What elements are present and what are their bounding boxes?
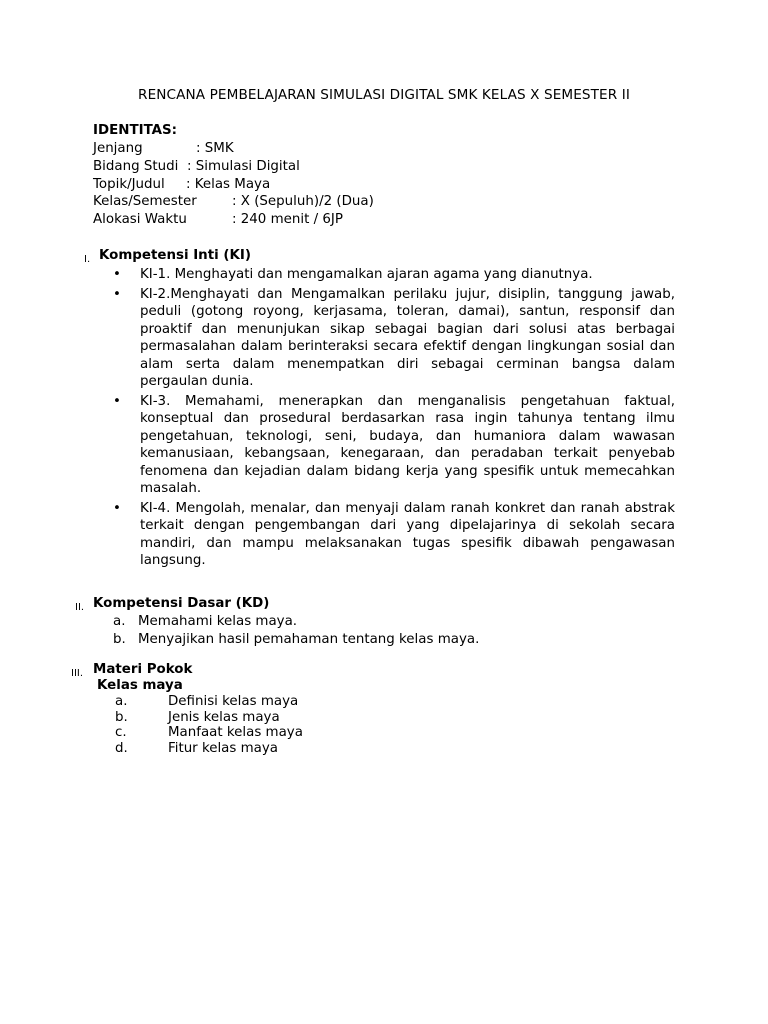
identitas-label: Kelas/Semester [93, 194, 197, 209]
section-number-kd: II. [75, 602, 85, 613]
materi-item-marker: b. [115, 709, 128, 725]
ki-item-text: KI-2.Menghayati dan Mengamalkan perilaku jujur, disiplin, tanggung jawab, peduli (gotong royong, kerjasama, toleran, damai), santun, responsif dan proaktif dan menunjukan sikap sebagai bagian dari solusi atas berbagai permasalahan dalam berinteraksi secara efektif dengan lingkungan sosial dan alam serta dalam menempatkan diri sebagai cerminan bangsa dalam pergaulan dunia. [140, 286, 675, 389]
identitas-value: : SMK [196, 141, 234, 156]
ki-item [113, 393, 675, 498]
ki-item-text: KI-1. Menghayati dan mengamalkan ajaran agama yang dianutnya. [140, 267, 593, 282]
kd-item-text: Memahami kelas maya. [138, 614, 298, 629]
section-title-materi: Materi Pokok [93, 662, 193, 677]
kd-item-text: Menyajikan hasil pemahaman tentang kelas maya. [138, 631, 480, 647]
identitas-value: : X (Sepuluh)/2 (Dua) [232, 194, 374, 209]
identitas-value: : Kelas Maya [186, 177, 271, 192]
materi-item-marker: d. [115, 740, 128, 756]
ki-item-text: KI-3. Memahami, menerapkan dan menganalisis pengetahuan faktual, konseptual dan prosedural berdasarkan rasa ingin tahunya tentang ilmu pengetahuan, teknologi, seni, budaya, dan humaniora dalam wawasan kemanusiaan, kebangsaan, kenegaraan, dan peradaban terkait penyebab fenomena dan kejadian dalam bidang kerja yang spesifik untuk memecahkan masalah. [140, 393, 675, 496]
materi-item-text: Definisi kelas maya [168, 694, 299, 709]
bullet-icon: • [113, 267, 121, 282]
ki-item [113, 500, 675, 570]
section-number-materi: III. [71, 668, 84, 679]
identitas-heading: IDENTITAS: [93, 123, 178, 138]
materi-item-text: Jenis kelas maya [168, 709, 280, 725]
ki-item [113, 286, 675, 391]
identitas-value: : Simulasi Digital [187, 159, 300, 174]
ki-item [113, 266, 675, 284]
identitas-label: Bidang Studi [93, 159, 179, 174]
materi-item-marker: a. [115, 694, 128, 709]
identitas-label: Jenjang [93, 141, 143, 156]
ki-list [113, 266, 675, 572]
kd-item-marker: b. [113, 631, 126, 647]
bullet-icon: • [113, 500, 121, 516]
bullet-icon: • [113, 286, 121, 302]
identitas-label: Alokasi Waktu [93, 212, 187, 227]
identitas-value: : 240 menit / 6JP [232, 212, 343, 227]
section-title-kd: Kompetensi Dasar (KD) [93, 596, 270, 611]
section-title-ki: Kompetensi Inti (KI) [99, 248, 251, 263]
materi-item-text: Fitur kelas maya [168, 740, 279, 756]
section-number-ki: I. [84, 254, 91, 265]
document-title: RENCANA PEMBELAJARAN SIMULASI DIGITAL SMK KELAS X SEMESTER II [138, 87, 630, 103]
identitas-label: Topik/Judul [93, 177, 165, 192]
materi-item-marker: c. [115, 725, 127, 740]
materi-item-text: Manfaat kelas maya [168, 725, 303, 740]
materi-subtitle: Kelas maya [97, 678, 183, 693]
kd-item-marker: a. [113, 614, 126, 629]
bullet-icon: • [113, 393, 121, 409]
ki-item-text: KI-4. Mengolah, menalar, dan menyaji dalam ranah konkret dan ranah abstrak terkait dengan pengembangan dari yang dipelajarinya di sekolah secara mandiri, dan mampu melaksanakan tugas spesifik dibawah pengawasan langsung. [140, 500, 675, 568]
